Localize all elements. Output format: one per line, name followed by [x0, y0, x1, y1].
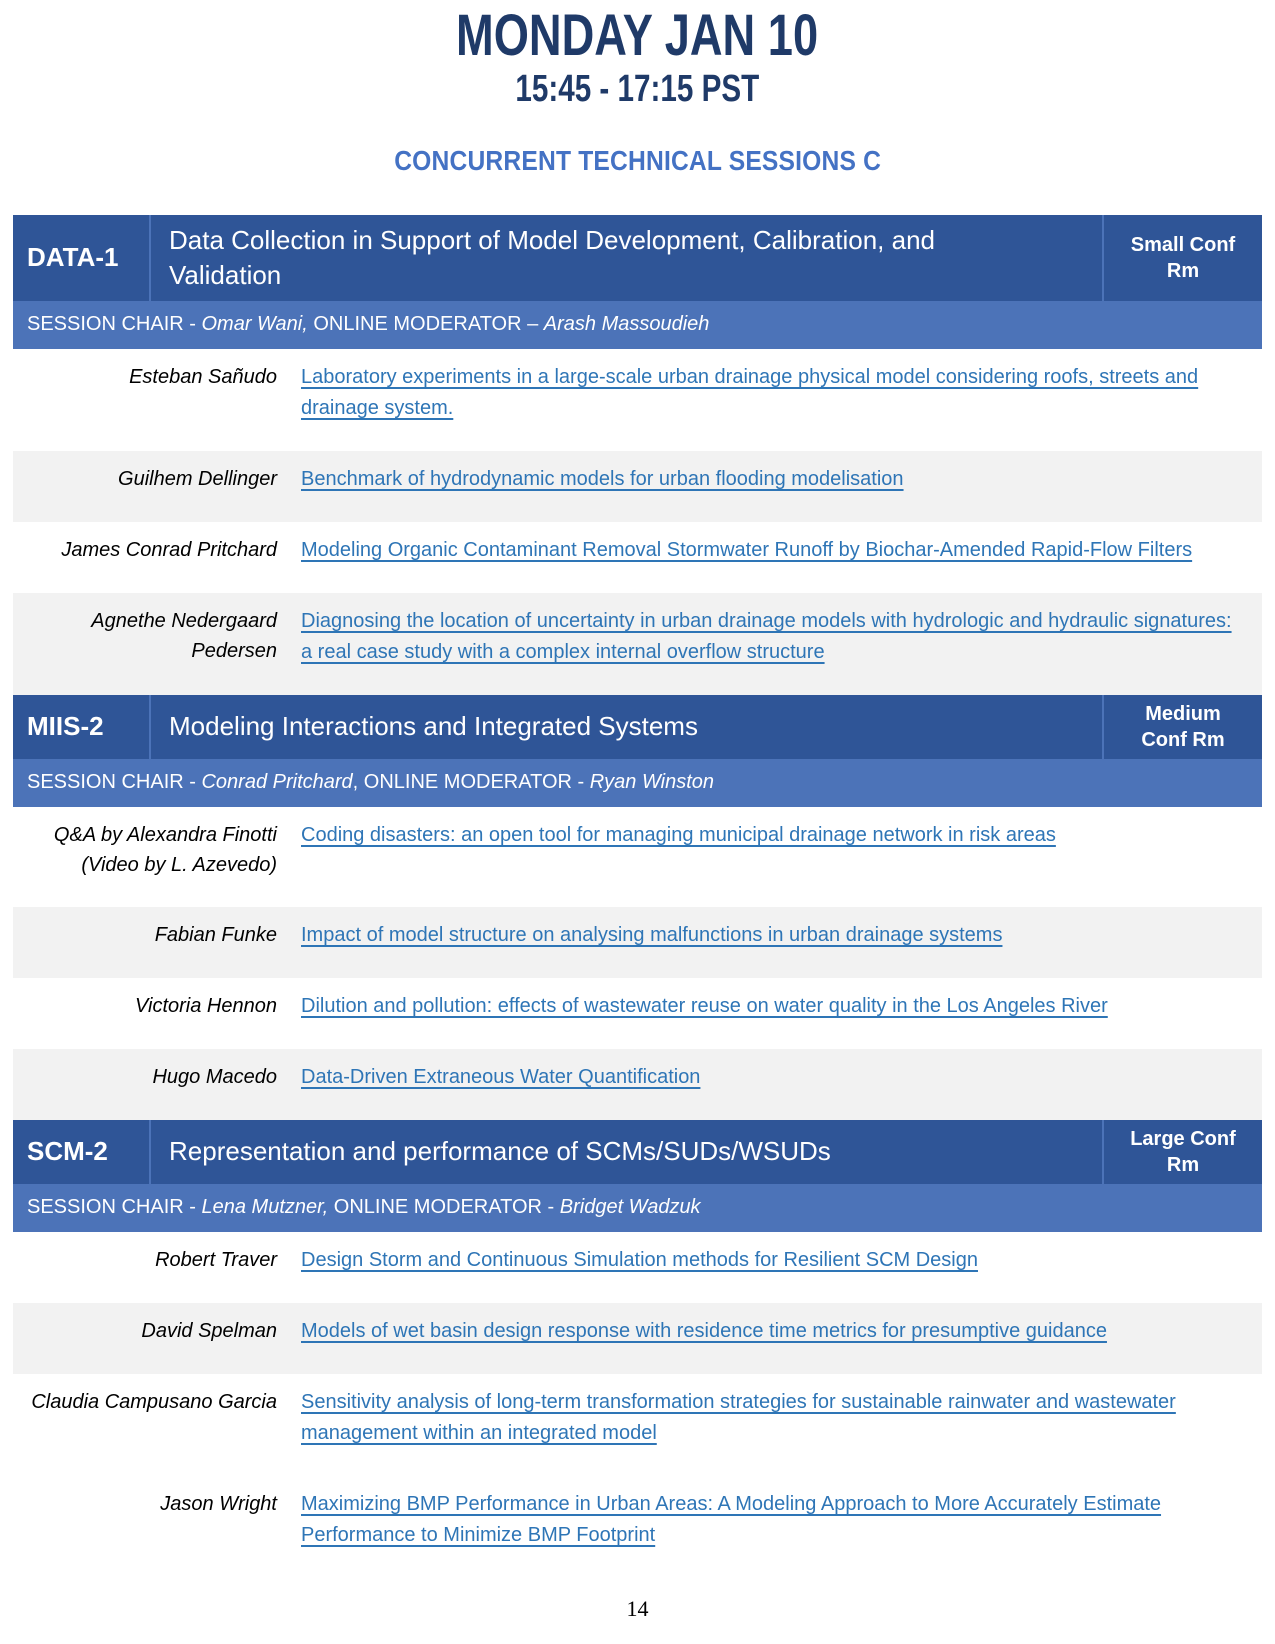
talk-title [301, 1245, 1248, 1276]
talk-title [301, 1316, 1248, 1347]
session-header [13, 1120, 1262, 1184]
talk-title [301, 535, 1248, 566]
session-chair-bar [13, 759, 1262, 807]
talk-link[interactable]: Modeling Organic Contaminant Removal Stormwater Runoff by Biochar-Amended Rapid-Flow Filters [301, 538, 1193, 561]
presenter-name: Jason Wright [160, 1492, 277, 1515]
moderator-label: , ONLINE MODERATOR - [352, 770, 590, 793]
session-chair-bar [13, 301, 1262, 349]
session-rows [13, 1232, 1262, 1578]
talk-link[interactable]: Dilution and pollution: effects of wastewater reuse on water quality in the Los Angeles River [301, 994, 1108, 1017]
session-block [13, 1120, 1262, 1578]
chair-label: SESSION CHAIR - [27, 312, 202, 335]
presenter-name: Guilhem Dellinger [118, 467, 277, 490]
presentation-row [13, 978, 1262, 1049]
presenter-name: David Spelman [141, 1319, 277, 1342]
session-chair-bar [13, 1184, 1262, 1232]
chair-label: SESSION CHAIR - [27, 770, 202, 793]
session-room: Large Conf Rm [1102, 1120, 1262, 1184]
talk-title [301, 464, 1248, 495]
talk-link[interactable]: Laboratory experiments in a large-scale urban drainage physical model considering roofs, streets and drainage system. [301, 365, 1199, 419]
session-room: Small Conf Rm [1102, 215, 1262, 301]
presentation-row [13, 1232, 1262, 1303]
presentation-row [13, 593, 1262, 695]
presentation-row [13, 907, 1262, 978]
session-block [13, 215, 1262, 695]
session-time-text: 15:45 - 17:15 PST [515, 67, 760, 110]
sessions [13, 215, 1262, 1578]
talk-title [301, 820, 1248, 851]
session-room: Medium Conf Rm [1102, 695, 1262, 759]
presentation-row [13, 1374, 1262, 1476]
presenter-name: Agnethe Nedergaard Pedersen [91, 609, 277, 662]
chair-label: SESSION CHAIR - [27, 1195, 202, 1218]
session-header [13, 215, 1262, 301]
presenter-name: James Conrad Pritchard [61, 538, 277, 561]
talk-link[interactable]: Data-Driven Extraneous Water Quantification [301, 1065, 701, 1088]
presentation-row [13, 1303, 1262, 1374]
presentation-row [13, 349, 1262, 451]
page-title-text: MONDAY JAN 10 [456, 3, 819, 68]
talk-title [301, 1387, 1248, 1449]
moderator-label: ONLINE MODERATOR - [328, 1195, 560, 1218]
session-rows [13, 349, 1262, 695]
page-title [0, 3, 1275, 68]
talk-title [301, 362, 1248, 424]
session-time [0, 69, 1275, 111]
talk-link[interactable]: Models of wet basin design response with residence time metrics for presumptive guidance [301, 1319, 1107, 1342]
session-code: SCM-2 [13, 1120, 151, 1184]
presenter-name: Claudia Campusano Garcia [31, 1390, 277, 1413]
presenter-name: Victoria Hennon [135, 994, 277, 1017]
talk-link[interactable]: Benchmark of hydrodynamic models for urban flooding modelisation [301, 467, 904, 490]
chair-name: Conrad Pritchard [201, 770, 353, 793]
presenter-name: Q&A by Alexandra Finotti (Video by L. Azevedo) [53, 823, 277, 876]
moderator-name: Arash Massoudieh [543, 312, 710, 335]
talk-link[interactable]: Diagnosing the location of uncertainty in urban drainage models with hydrologic and hydraulic signatures: a real case study with a complex internal overflow structure [301, 609, 1232, 663]
moderator-name: Bridget Wadzuk [559, 1195, 701, 1218]
presenter-name: Fabian Funke [154, 923, 277, 946]
talk-link[interactable]: Maximizing BMP Performance in Urban Areas: A Modeling Approach to More Accurately Estimate Performance to Minimize BMP Footprint [301, 1492, 1162, 1546]
presenter-name: Robert Traver [155, 1248, 277, 1271]
session-header [13, 695, 1262, 759]
session-code: MIIS-2 [13, 695, 151, 759]
session-title: Data Collection in Support of Model Development, Calibration, and Validation [169, 224, 935, 290]
presentation-row [13, 807, 1262, 907]
sessions-subtitle [0, 145, 1275, 177]
sessions-subtitle-text: CONCURRENT TECHNICAL SESSIONS C [394, 144, 881, 176]
session-title: Modeling Interactions and Integrated Systems [169, 711, 698, 742]
talk-link[interactable]: Coding disasters: an open tool for managing municipal drainage network in risk areas [301, 823, 1056, 846]
presenter-name: Esteban Sañudo [129, 365, 277, 388]
talk-title [301, 606, 1248, 668]
talk-link[interactable]: Impact of model structure on analysing malfunctions in urban drainage systems [301, 923, 1003, 946]
talk-title [301, 1062, 1248, 1093]
session-title: Representation and performance of SCMs/SUDs/WSUDs [169, 1136, 831, 1167]
talk-title [301, 991, 1248, 1022]
presentation-row [13, 522, 1262, 593]
talk-title [301, 920, 1248, 951]
talk-link[interactable]: Design Storm and Continuous Simulation methods for Resilient SCM Design [301, 1248, 978, 1271]
session-rows [13, 807, 1262, 1120]
session-block [13, 695, 1262, 1120]
presentation-row [13, 451, 1262, 522]
presenter-name: Hugo Macedo [152, 1065, 277, 1088]
presentation-row [13, 1049, 1262, 1120]
chair-name: Lena Mutzner, [201, 1195, 329, 1218]
talk-title [301, 1489, 1248, 1551]
moderator-name: Ryan Winston [589, 770, 715, 793]
moderator-label: ONLINE MODERATOR – [307, 312, 544, 335]
session-code: DATA-1 [13, 215, 151, 301]
talk-link[interactable]: Sensitivity analysis of long-term transformation strategies for sustainable rainwater and wastewater management within an integrated model [301, 1390, 1176, 1444]
presentation-row [13, 1476, 1262, 1578]
chair-name: Omar Wani, [201, 312, 308, 335]
page-header [0, 3, 1275, 177]
page-number: 14 [626, 1596, 649, 1621]
